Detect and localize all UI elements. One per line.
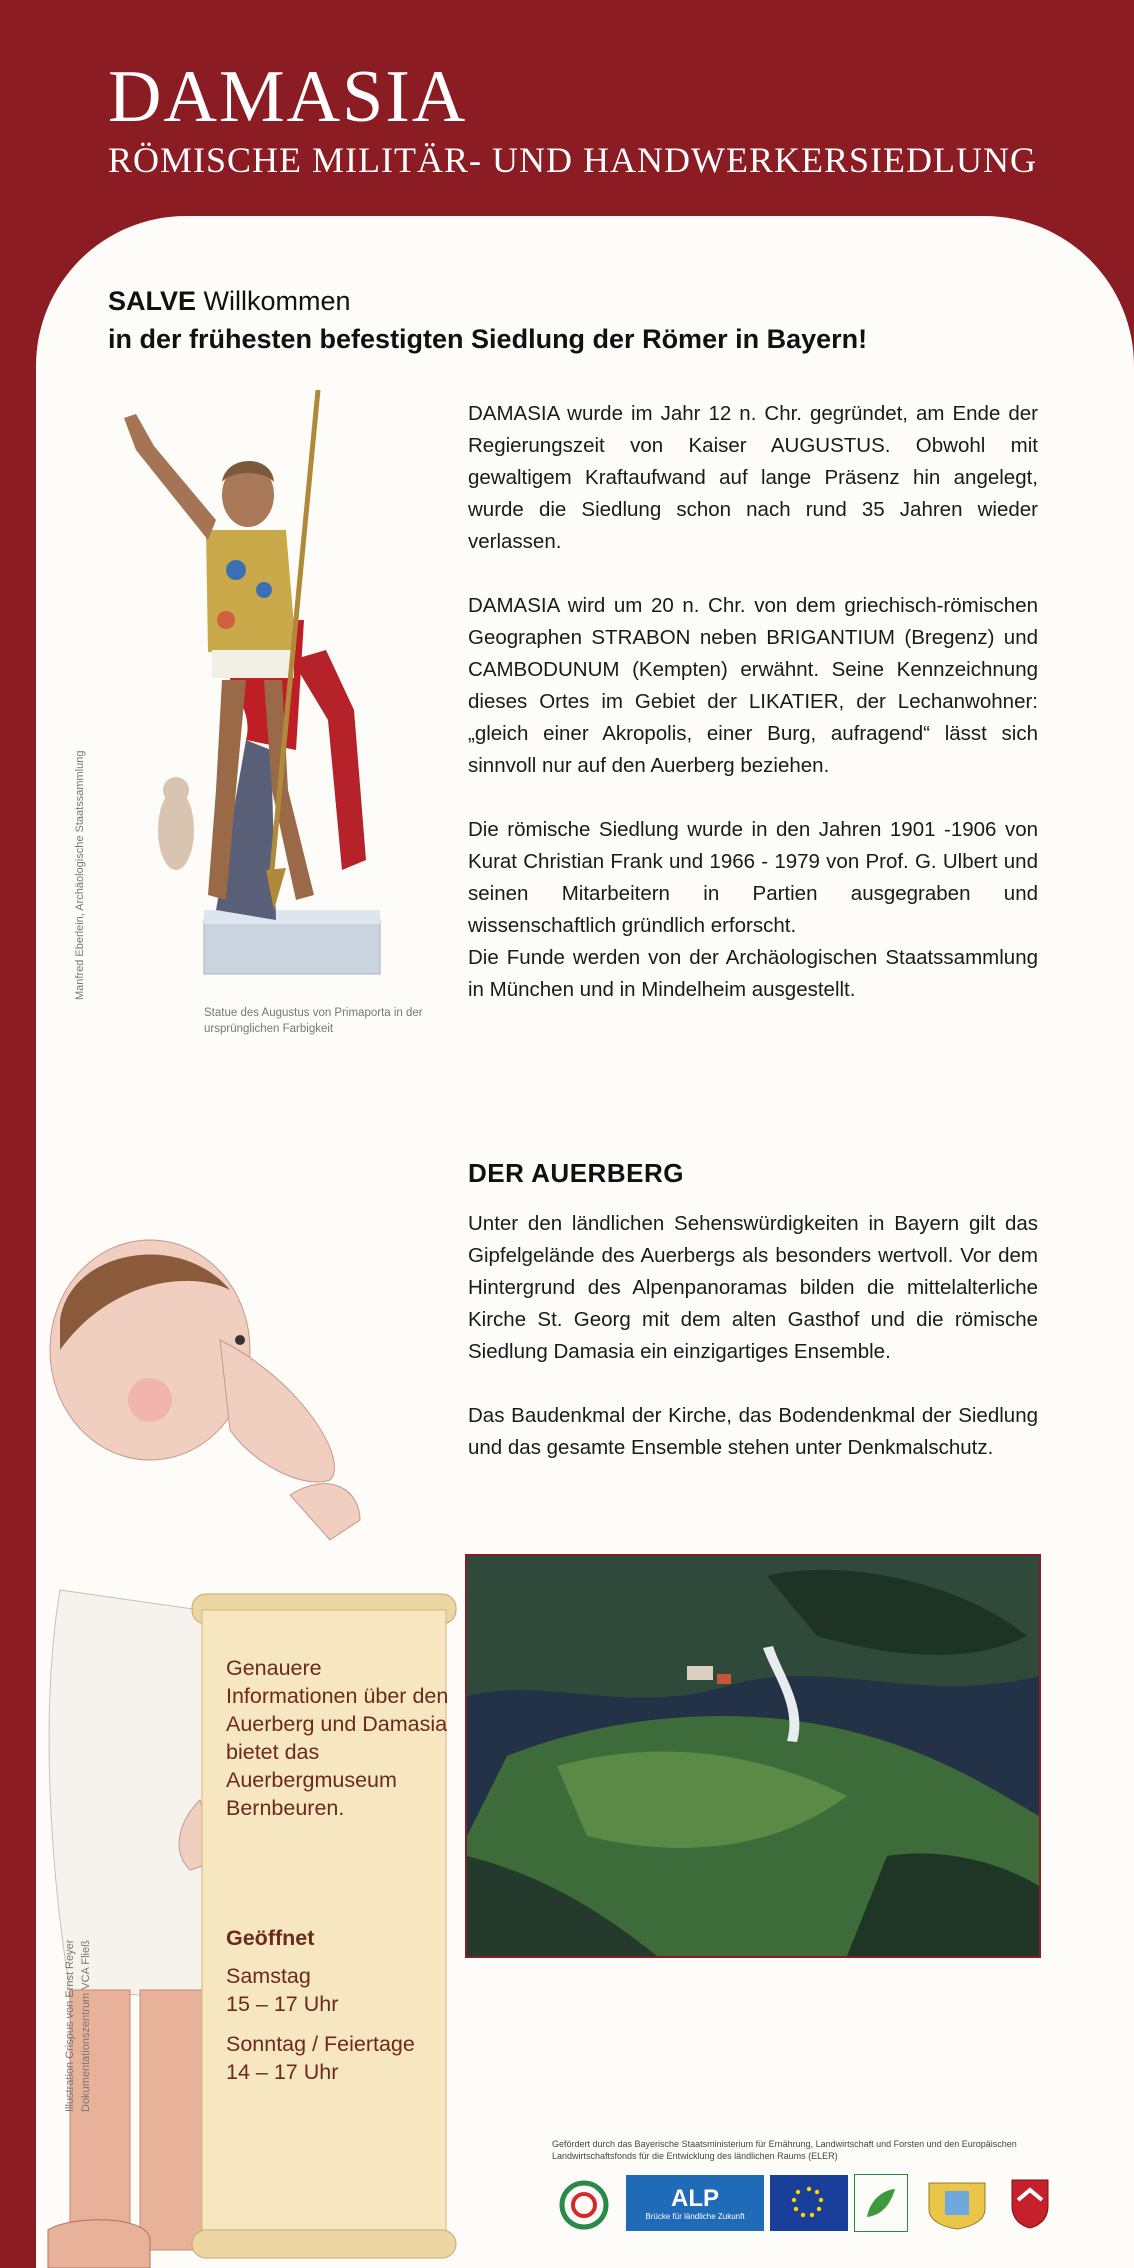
saturday-hours: 15 – 17 Uhr xyxy=(226,1992,339,2016)
leader-logo xyxy=(854,2174,908,2232)
bavaria-coat-of-arms xyxy=(914,2175,1000,2231)
intro-paragraph-1: DAMASIA wurde im Jahr 12 n. Chr. gegründet, am Ende der Regierungszeit von Kaiser AUGUSTUS. Obwohl mit gewaltigem Kraftaufwand auf lange Präsenz hin angelegt, wurde die Siedlung schon nach rund 35 Jahren wieder verlassen. xyxy=(468,402,1038,553)
greeting-line2: in der frühesten befestigten Siedlung der Römer in Bayern! xyxy=(108,324,868,354)
greeting-welcome: Willkommen xyxy=(196,286,351,316)
statue-caption: Statue des Augustus von Primaporta in der ursprünglichen Farbigkeit xyxy=(204,1007,423,1035)
auerberg-paragraph-1: Unter den ländlichen Sehenswürdigkeiten in Bayern gilt das Gipfelgelände des Auerbergs als besonders wertvoll. Vor dem Hintergrund des Alpenpanoramas bilden die mittelalterliche Kirche St. Georg mit dem alten Gasthof und die römische Siedlung Damasia ein einzigartiges Ensemble. xyxy=(468,1212,1038,1363)
opening-hours-label: Geöffnet xyxy=(226,1926,315,1950)
statue-credit: Manfred Eberlein, Archäologische Staatssammlung xyxy=(74,750,86,1000)
greeting xyxy=(108,282,1008,358)
page-title: DAMASIA xyxy=(108,56,468,138)
funding-note: Gefördert durch das Bayerische Staatsministerium für Ernährung, Landwirtschaft und Forsten und den Europäischen Landwirtschaftsfonds für die Entwicklung des ländlichen Raums (ELER) xyxy=(552,2139,1017,2161)
sponsor-logos xyxy=(548,2172,1054,2234)
saturday-label: Samstag xyxy=(226,1964,311,1988)
auerberg-paragraph-2: Das Baudenkmal der Kirche, das Bodendenkmal der Siedlung und das gesamte Ensemble stehen unter Denkmalschutz. xyxy=(468,1404,1038,1459)
auerberg-aerial-photo xyxy=(465,1554,1041,1958)
alp-logo-text: ALP xyxy=(671,2184,719,2212)
intro-paragraph-2: DAMASIA wird um 20 n. Chr. von dem griechisch-römischen Geographen STRABON neben BRIGANTIUM (Bregenz) und CAMBODUNUM (Kempten) erwähnt. Seine Kennzeichnung dieses Ortes im Gebiet der LIKATIER, der Lechanwohner: „gleich einer Akropolis, einer Burg, aufragend“ lässt sich sinnvoll nur auf den Auerberg beziehen. xyxy=(468,594,1038,777)
auerbergland-logo xyxy=(548,2175,620,2231)
augustus-statue-image xyxy=(96,390,436,990)
municipal-coat-of-arms xyxy=(1006,2175,1054,2231)
figure-credit-2: Dokumentationszentrum VCA Fließ xyxy=(80,1940,92,2112)
page-subtitle: RÖMISCHE MILITÄR- UND HANDWERKERSIEDLUNG xyxy=(108,140,1037,180)
intro-paragraph-3: Die römische Siedlung wurde in den Jahren 1901 -1906 von Kurat Christian Frank und 1966 - 1979 von Prof. G. Ulbert und seinen Mitarbeitern in Partien ausgegraben und wissenschaftlich gründlich erforscht. xyxy=(468,818,1038,937)
figure-credit-1: Illustration Crispus von Ernst Reyer xyxy=(64,1939,76,2112)
alp-logo xyxy=(626,2175,764,2231)
greeting-salve: SALVE xyxy=(108,286,197,316)
alp-logo-subtext: Brücke für ländliche Zukunft xyxy=(645,2211,745,2221)
intro-paragraph-4: Die Funde werden von der Archäologischen Staatssammlung in München und in Mindelheim ausgestellt. xyxy=(468,946,1038,1001)
sunday-hours: 14 – 17 Uhr xyxy=(226,2060,339,2084)
intro-text xyxy=(468,398,1038,1006)
eu-flag-logo xyxy=(770,2175,848,2231)
auerberg-text xyxy=(468,1208,1038,1464)
sunday-label: Sonntag / Feiertage xyxy=(226,2032,415,2056)
scroll-info: Genauere Informationen über den Auerberg und Damasia bietet das Auerbergmuseum Bernbeuren. xyxy=(226,1656,449,1820)
auerberg-heading: DER AUERBERG xyxy=(468,1158,684,1188)
